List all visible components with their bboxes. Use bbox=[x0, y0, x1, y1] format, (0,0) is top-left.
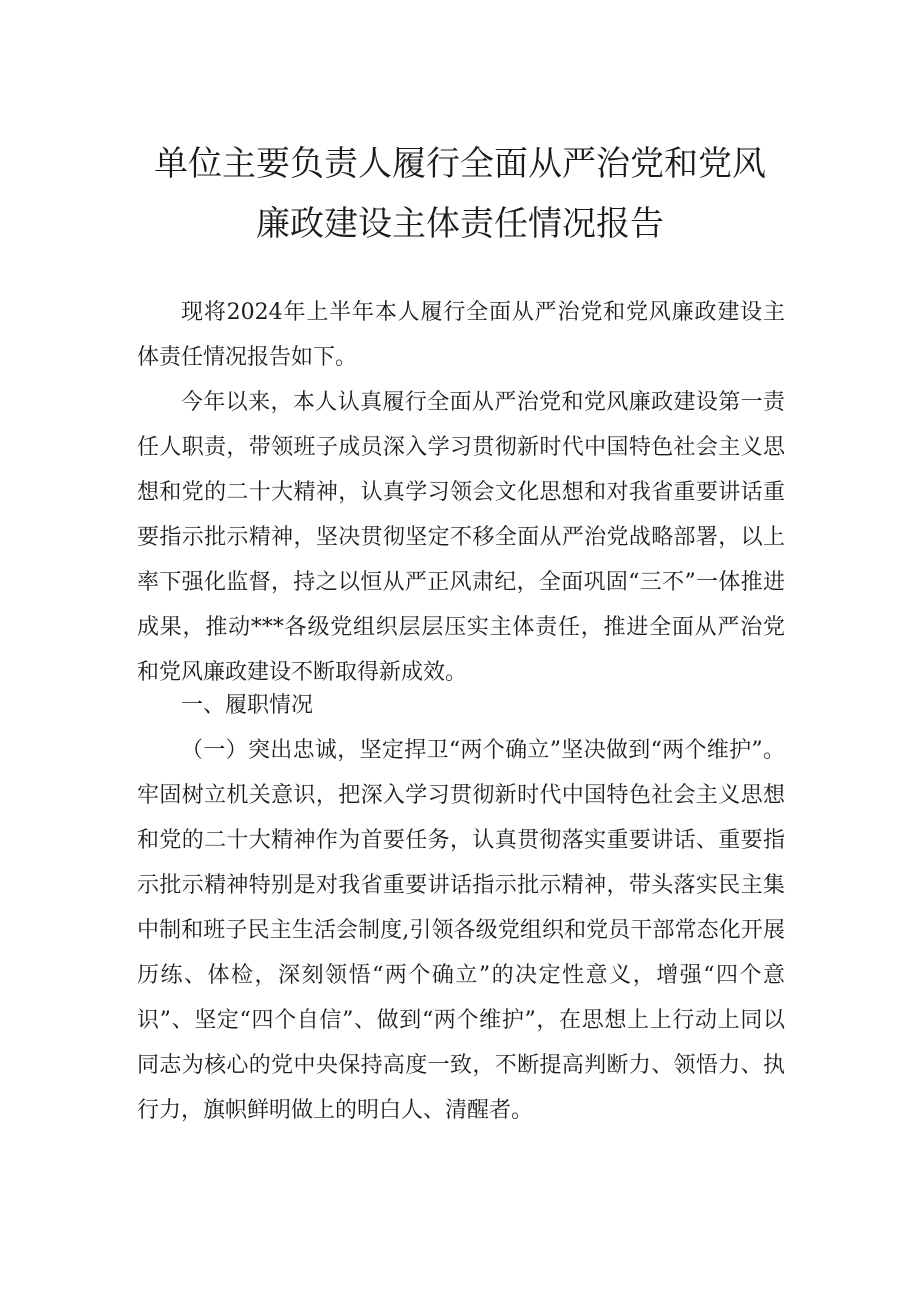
document-title-line-2: 廉政建设主体责任情况报告 bbox=[256, 204, 664, 244]
document-title-line-1: 单位主要负责人履行全面从严治党和党风 bbox=[154, 144, 766, 184]
loyalty-paragraph: （一）突出忠诚，坚定捍卫“两个确立”坚决做到“两个维护”。牢固树立机关意识，把深入学习贯彻新时代中国特色社会主义思想和党的二十大精神作为首要任务，认真贯彻落实重要讲话、重要指示批示精神特别是对我省重要讲话指示批示精神，带头落实民主集中制和班子民主生活会制度,引领各级党组织和党员干部常态化开展历练、体检，深刻领悟“两个确立”的决定性意义，增强“四个意识”、坚定“四个自信”、做到“两个维护”，在思想上上行动上同以同志为核心的党中央保持高度一致，不断提高判断力、领悟力、执行力，旗帜鲜明做上的明白人、清醒者。 bbox=[137, 738, 785, 1123]
summary-paragraph: 今年以来，本人认真履行全面从严治党和党风廉政建设第一责任人职责，带领班子成员深入学习贯彻新时代中国特色社会主义思想和党的二十大精神，认真学习领会文化思想和对我省重要讲话重要指示批示精神，坚决贯彻坚定不移全面从严治党战略部署，以上率下强化监督，持之以恒从严正风肃纪，全面巩固“三不”一体推进成果，推动***各级党组织层层压实主体责任，推进全面从严治党和党风廉政建设不断取得新成效。 bbox=[137, 390, 785, 685]
section-heading-duties: 一、履职情况 bbox=[181, 693, 314, 718]
intro-paragraph: 现将2024年上半年本人履行全面从严治党和党风廉政建设主体责任情况报告如下。 bbox=[137, 300, 785, 370]
